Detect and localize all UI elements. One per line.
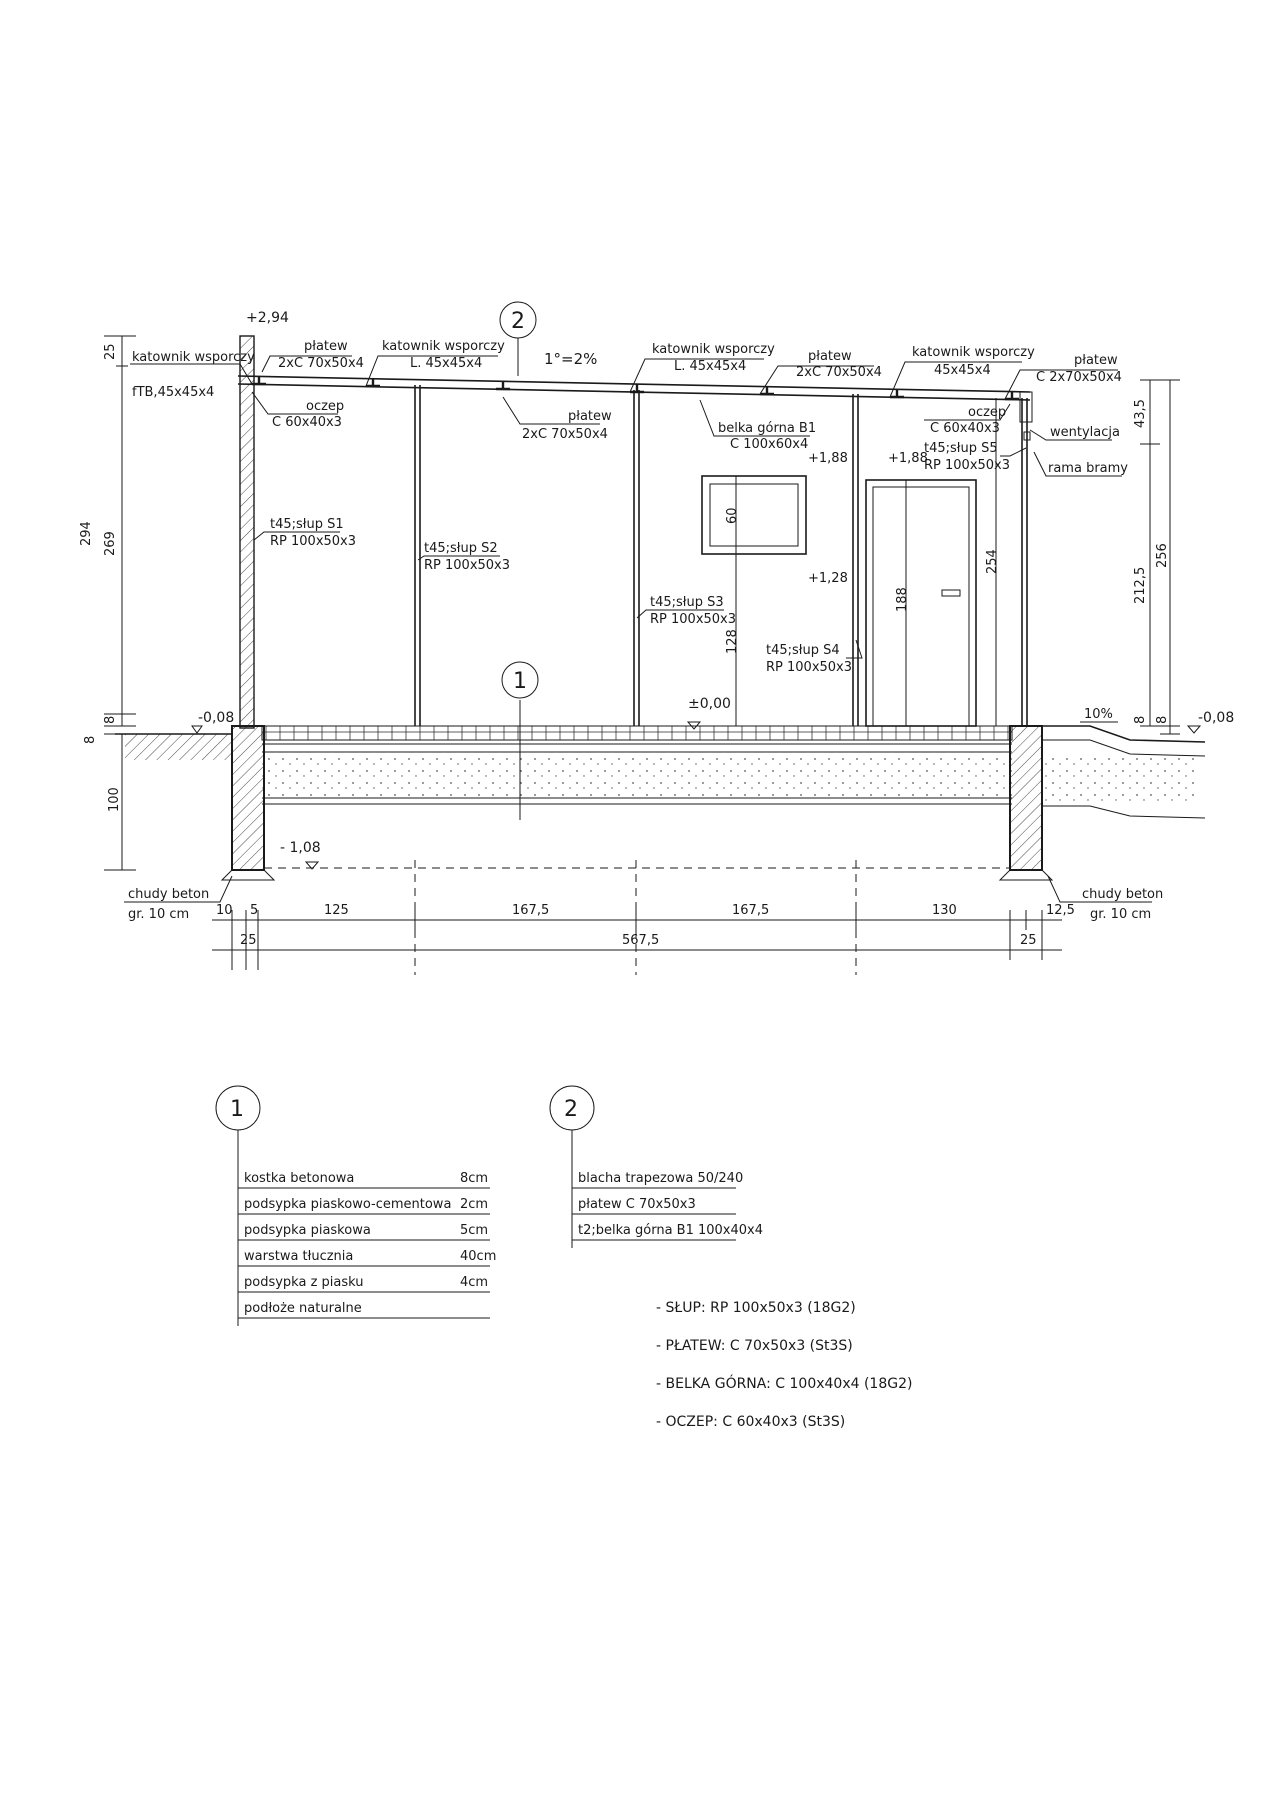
elev-top: +2,94 xyxy=(246,310,289,326)
dim-v-43-5: 43,5 xyxy=(1133,399,1148,428)
dim-v-188: 188 xyxy=(895,587,910,612)
lean-concrete-left xyxy=(222,870,274,880)
dim-v-294: 294 xyxy=(79,521,94,546)
elev-ground-right: -0,08 xyxy=(1198,710,1235,726)
label-rama-bramy: rama bramy xyxy=(1048,461,1128,476)
label-chudy-right-2: gr. 10 cm xyxy=(1090,907,1152,922)
material-item: - BELKA GÓRNA: C 100x40x4 (18G2) xyxy=(656,1376,913,1392)
label-belka: belka górna B1 xyxy=(718,421,817,436)
column-s1 xyxy=(240,336,254,728)
legend-floor-row-value: 40cm xyxy=(460,1249,497,1264)
label-belka-spec: C 100x60x4 xyxy=(730,437,809,452)
label-chudy-left-2: gr. 10 cm xyxy=(128,907,190,922)
dim-h-12-5: 12,5 xyxy=(1046,903,1075,918)
legend-floor-number: 1 xyxy=(230,1097,244,1122)
ground-right-bottom xyxy=(1042,806,1205,818)
dim-v-8b: 8 xyxy=(83,735,98,744)
dim-h-167-5b: 167,5 xyxy=(732,903,770,918)
dim-v-60: 60 xyxy=(725,507,740,524)
dim-v-100: 100 xyxy=(107,787,122,812)
ground-right-fill xyxy=(1044,756,1194,802)
door-leaf xyxy=(873,487,969,726)
dim-h-125: 125 xyxy=(324,903,349,918)
label-platew-mid-spec: 2xC 70x50x4 xyxy=(522,427,608,442)
annotations xyxy=(124,339,1163,922)
dim-h-5: 5 xyxy=(250,903,259,918)
label-slup-s3: t45;słup S3 xyxy=(650,595,724,610)
label-katownik-2: katownik wsporczy xyxy=(382,339,505,354)
material-item: - OCZEP: C 60x40x3 (St3S) xyxy=(656,1414,846,1430)
legend-floor-row-name: podsypka z piasku xyxy=(244,1275,364,1290)
label-platew-3: płatew xyxy=(1074,353,1118,368)
dim-v-8d: 8 xyxy=(1155,715,1170,724)
label-slup-s1-spec: RP 100x50x3 xyxy=(270,534,357,549)
label-slup-s4-spec: RP 100x50x3 xyxy=(766,660,853,675)
elev-foundation: - 1,08 xyxy=(280,840,321,856)
elev-window-bottom: +1,28 xyxy=(808,571,848,586)
materials-list xyxy=(656,1300,912,1430)
legend-floor-row-name: kostka betonowa xyxy=(244,1171,355,1186)
legend-floor-row-value: 4cm xyxy=(460,1275,489,1290)
dim-v-8c: 8 xyxy=(1133,715,1148,724)
material-item: - SŁUP: RP 100x50x3 (18G2) xyxy=(656,1300,856,1316)
dim-h-25a: 25 xyxy=(240,933,257,948)
label-slup-s1: t45;słup S1 xyxy=(270,517,344,532)
bubble-roof-number: 2 xyxy=(511,309,525,334)
ground-left-hatch xyxy=(125,734,232,760)
legend-roof-row-name: t2;belka górna B1 100x40x4 xyxy=(578,1223,764,1238)
door-handle xyxy=(942,590,960,596)
ground-right-layer xyxy=(1042,740,1205,756)
dim-h-10: 10 xyxy=(216,903,233,918)
label-platew-1: płatew xyxy=(304,339,348,354)
legend-floor-row-name: podsypka piaskowa xyxy=(244,1223,371,1238)
label-katownik-1-spec: fTB,45x45x4 xyxy=(132,385,215,400)
dim-v-212-5: 212,5 xyxy=(1133,566,1148,604)
label-slup-s2: t45;słup S2 xyxy=(424,541,498,556)
floor-crushed-stone xyxy=(262,752,1012,798)
legend-floor-row-value: 2cm xyxy=(460,1197,489,1212)
legend-floor-layers xyxy=(216,1086,496,1326)
lean-concrete-right xyxy=(1000,870,1052,880)
label-slup-s5-spec: RP 100x50x3 xyxy=(924,458,1011,473)
label-platew-2: płatew xyxy=(808,349,852,364)
label-slup-s2-spec: RP 100x50x3 xyxy=(424,558,511,573)
label-slope-right: 10% xyxy=(1084,707,1113,722)
dimensions-horizontal xyxy=(212,860,1075,975)
label-katownik-4-spec: 45x45x4 xyxy=(934,363,991,378)
foundation-right xyxy=(1010,726,1042,870)
label-chudy-left: chudy beton xyxy=(128,887,210,902)
slope-label: 1°=2% xyxy=(544,350,598,368)
label-platew-2-spec: 2xC 70x50x4 xyxy=(796,365,882,380)
legend-floor-row-name: warstwa tłucznia xyxy=(244,1249,354,1264)
dim-v-25: 25 xyxy=(103,343,118,360)
label-katownik-4: katownik wsporczy xyxy=(912,345,1035,360)
dim-h-167-5a: 167,5 xyxy=(512,903,550,918)
label-oczep-2-spec: C 60x40x3 xyxy=(930,421,1000,436)
legend-floor-row-name: podłoże naturalne xyxy=(244,1301,362,1316)
label-oczep-1-spec: C 60x40x3 xyxy=(272,415,342,430)
legend-floor-row-value: 8cm xyxy=(460,1171,489,1186)
detail-bubble-roof xyxy=(500,302,536,338)
door-frame xyxy=(866,480,976,726)
dim-h-567-5: 567,5 xyxy=(622,933,660,948)
label-oczep-1: oczep xyxy=(306,399,345,414)
label-slup-s5: t45;słup S5 xyxy=(924,441,998,456)
label-slup-s3-spec: RP 100x50x3 xyxy=(650,612,737,627)
material-item: - PŁATEW: C 70x50x3 (St3S) xyxy=(656,1338,853,1354)
legend-floor-row-value: 5cm xyxy=(460,1223,489,1238)
label-platew-1-spec: 2xC 70x50x4 xyxy=(278,356,364,371)
label-katownik-1: katownik wsporczy xyxy=(132,350,255,365)
dim-v-256: 256 xyxy=(1155,543,1170,568)
label-wentylacja: wentylacja xyxy=(1050,425,1120,440)
label-platew-mid: płatew xyxy=(568,409,612,424)
dim-v-254: 254 xyxy=(985,549,1000,574)
foundation-left xyxy=(232,726,264,870)
label-chudy-right: chudy beton xyxy=(1082,887,1164,902)
floor-paving xyxy=(262,726,1012,740)
label-slup-s4: t45;słup S4 xyxy=(766,643,840,658)
window-frame xyxy=(702,476,806,554)
label-platew-3-spec: C 2x70x50x4 xyxy=(1036,370,1122,385)
detail-bubble-floor xyxy=(502,662,538,698)
elev-marker-right xyxy=(1188,726,1200,733)
elev-window-top: +1,88 xyxy=(808,451,848,466)
bubble-floor-number: 1 xyxy=(513,669,527,694)
dim-v-128: 128 xyxy=(725,629,740,654)
elev-door-top: +1,88 xyxy=(888,451,928,466)
legend-roof-row-name: blacha trapezowa 50/240 xyxy=(578,1171,744,1186)
window-pane xyxy=(710,484,798,546)
legend-roof-layers xyxy=(550,1086,763,1248)
label-katownik-3: katownik wsporczy xyxy=(652,342,775,357)
dim-v-8a: 8 xyxy=(103,715,118,724)
label-katownik-2-spec: L. 45x45x4 xyxy=(410,356,483,371)
elev-marker-left xyxy=(192,726,202,733)
elev-ground-left: -0,08 xyxy=(198,710,235,726)
dim-h-130: 130 xyxy=(932,903,957,918)
label-oczep-2: oczep xyxy=(968,405,1007,420)
dim-h-25b: 25 xyxy=(1020,933,1037,948)
label-katownik-3-spec: L. 45x45x4 xyxy=(674,359,747,374)
legend-roof-row-name: płatew C 70x50x3 xyxy=(578,1197,696,1212)
dim-v-269: 269 xyxy=(103,531,118,556)
legend-floor-row-name: podsypka piaskowo-cementowa xyxy=(244,1197,452,1212)
elev-floor: ±0,00 xyxy=(688,696,731,712)
legend-roof-number: 2 xyxy=(564,1097,578,1122)
